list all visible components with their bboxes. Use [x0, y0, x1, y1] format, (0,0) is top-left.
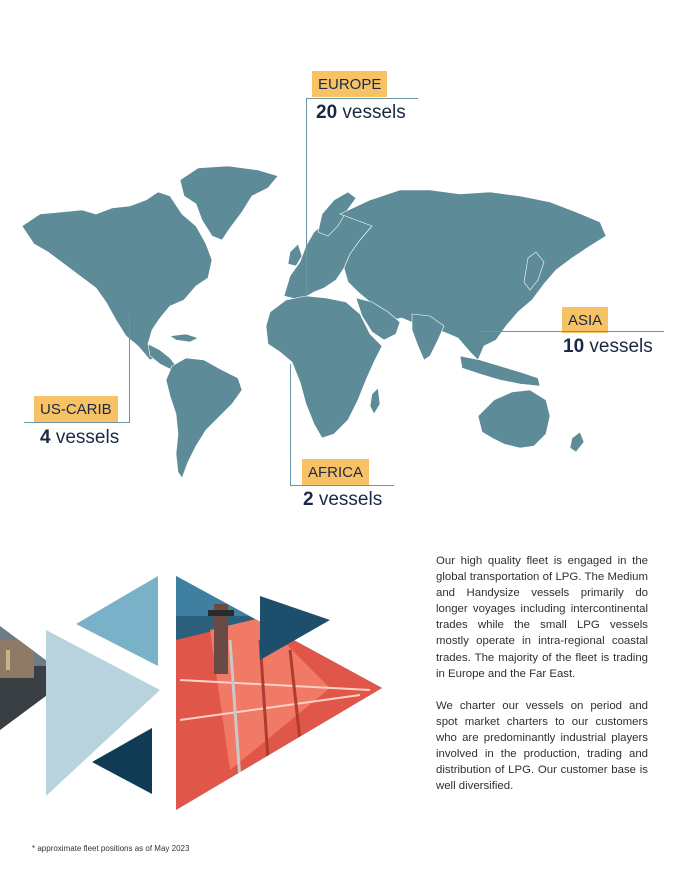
leader-line — [480, 331, 664, 332]
vessel-count — [316, 102, 406, 124]
vessel-number: 10 — [563, 336, 585, 357]
leader-line — [24, 422, 130, 423]
vessel-count — [303, 489, 382, 511]
vessel-unit: vessels — [55, 427, 120, 448]
vessel-number: 20 — [316, 102, 338, 123]
vessel-unit: vessels — [589, 336, 653, 357]
vessel-number: 2 — [303, 489, 314, 510]
caribbean-shape — [170, 334, 198, 342]
south-america-shape — [166, 358, 242, 478]
vessel-unit: vessels — [318, 489, 383, 510]
leader-line — [129, 314, 130, 422]
leader-line — [306, 98, 307, 294]
region-label: EUROPE — [312, 71, 387, 97]
leader-line — [290, 485, 394, 486]
vessel-count — [563, 336, 653, 358]
fleet-description — [436, 553, 648, 810]
region-label: US-CARIB — [34, 396, 118, 422]
fleet-photo-collage — [0, 570, 400, 820]
paragraph: We charter our vessels on period and spot market charters to our customers who are predominantly industrial players involved in the production, trading and distribution of LPG. Our customer base is well diversified. — [436, 699, 648, 793]
leader-line — [290, 364, 291, 485]
footnote: * approximate fleet positions as of May 2023 — [32, 844, 190, 853]
se-asia-islands-shape — [460, 356, 540, 386]
new-zealand-shape — [570, 432, 584, 452]
paragraph: Our high quality fleet is engaged in the global transportation of LPG. The Medium and Handysize vessels primarily do longer voyages including intercontinental trades while the small LPG vessels mostly operate in intra-regional coastal trades. The majority of the fleet is trading in Europe and the Far East. — [436, 555, 648, 680]
region-label: AFRICA — [302, 459, 369, 485]
vessel-unit: vessels — [342, 102, 406, 123]
vessel-count — [40, 427, 119, 449]
leader-line — [306, 98, 418, 99]
region-label: ASIA — [562, 307, 608, 333]
madagascar-shape — [370, 388, 380, 414]
australia-shape — [478, 390, 550, 448]
vessel-number: 4 — [40, 427, 51, 448]
